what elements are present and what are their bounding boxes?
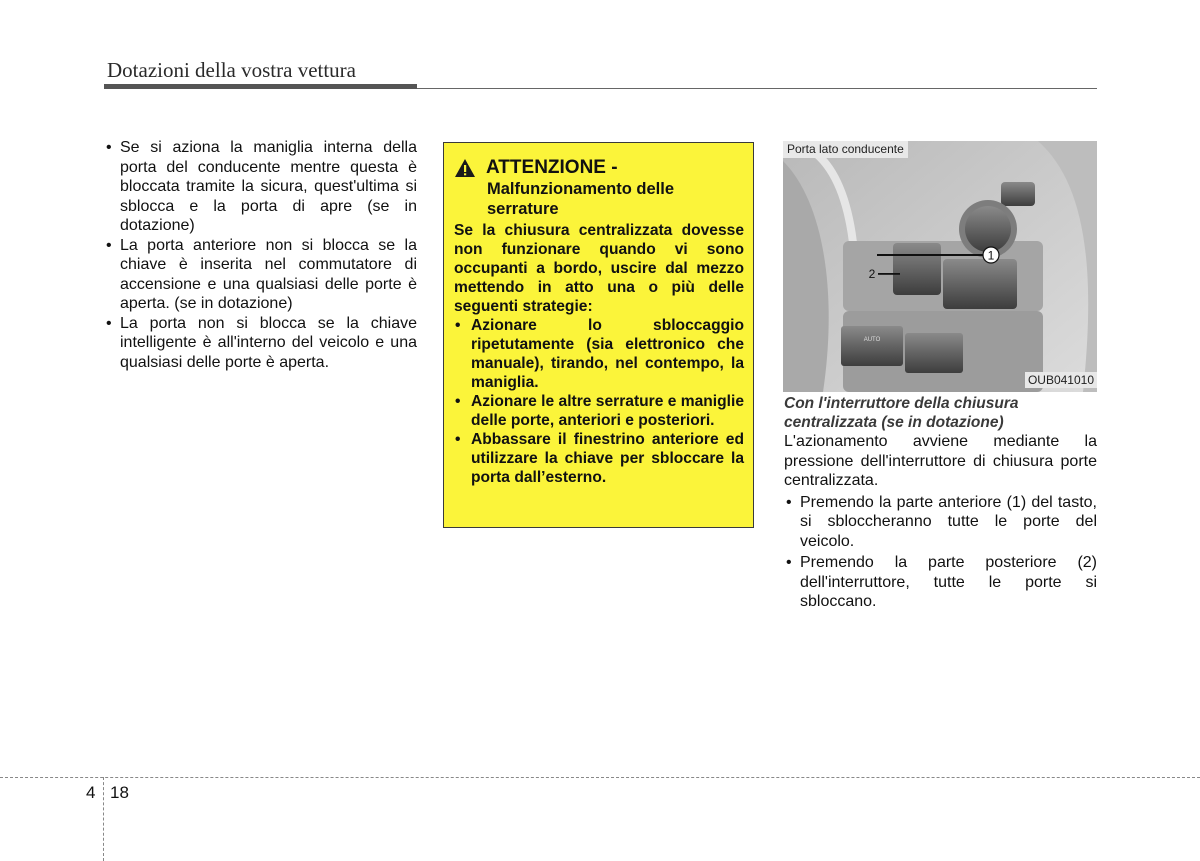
list-item: • La porta anteriore non si blocca se la chiave è inserita nel commutatore di accensione e una qualsiasi delle porte è aperta. (se in dotazione) bbox=[104, 236, 417, 314]
warning-list bbox=[454, 316, 744, 487]
callout-2: 2 bbox=[868, 267, 876, 281]
page-title: Dotazioni della vostra vettura bbox=[107, 58, 356, 82]
warning-header bbox=[454, 157, 744, 179]
footer-divider bbox=[0, 777, 1200, 778]
warning-triangle-icon bbox=[454, 158, 476, 178]
right-bullet-list bbox=[784, 493, 1097, 612]
footer-vertical-divider bbox=[103, 777, 104, 861]
warning-intro: Se la chiusura centralizzata dovesse non funzionare quando vi sono occupanti a bordo, uscire dal mezzo mettendo in atto una o più delle seguenti strategie: bbox=[454, 222, 744, 315]
list-item: • Azionare lo sbloccaggio ripetutamente (sia elettronico che manuale), tirando, nel contempo, la maniglia. bbox=[454, 316, 744, 392]
list-item: • Premendo la parte anteriore (1) del tasto, si sbloccheranno tutte le porte del veicolo. bbox=[784, 493, 1097, 552]
door-switch-figure bbox=[783, 141, 1097, 392]
left-bullet-list bbox=[104, 138, 417, 372]
left-column bbox=[104, 138, 417, 372]
warning-subtitle: Malfunzionamento delle serrature bbox=[487, 180, 675, 218]
warning-box bbox=[443, 142, 754, 528]
list-item: • Azionare le altre serrature e maniglie delle porte, anteriori e posteriori. bbox=[454, 392, 744, 430]
door-panel-illustration bbox=[783, 141, 1097, 392]
auto-label: AUTO bbox=[863, 337, 881, 343]
figure-label: Porta lato conducente bbox=[783, 141, 908, 158]
warning-title: ATTENZIONE - bbox=[486, 157, 618, 178]
right-column bbox=[784, 394, 1097, 614]
callout-1: 1 bbox=[987, 248, 995, 263]
figure-code: OUB041010 bbox=[1025, 372, 1097, 388]
header-rule-thin bbox=[417, 88, 1097, 89]
section-number: 4 bbox=[86, 783, 96, 802]
section-heading: Con l'interruttore della chiusura centralizzata (se in dotazione) bbox=[784, 395, 1019, 431]
paragraph: L'azionamento avviene mediante la pressione dell'interruttore di chiusura porte centralizzata. bbox=[784, 433, 1097, 489]
page-number: 18 bbox=[110, 783, 129, 802]
list-item: • Premendo la parte posteriore (2) dell'interruttore, tutte le porte si sbloccano. bbox=[784, 553, 1097, 612]
header-rule-thick bbox=[104, 84, 417, 89]
list-item: • Abbassare il finestrino anteriore ed utilizzare la chiave per sbloccare la porta dall’esterno. bbox=[454, 430, 744, 487]
list-item: • Se si aziona la maniglia interna della porta del conducente mentre questa è bloccata tramite la sicura, quest'ultima si sblocca e la porta di apre (se in dotazione) bbox=[104, 138, 417, 236]
list-item: • La porta non si blocca se la chiave intelligente è all'interno del veicolo e una qualsiasi delle porte è aperta. bbox=[104, 314, 417, 373]
